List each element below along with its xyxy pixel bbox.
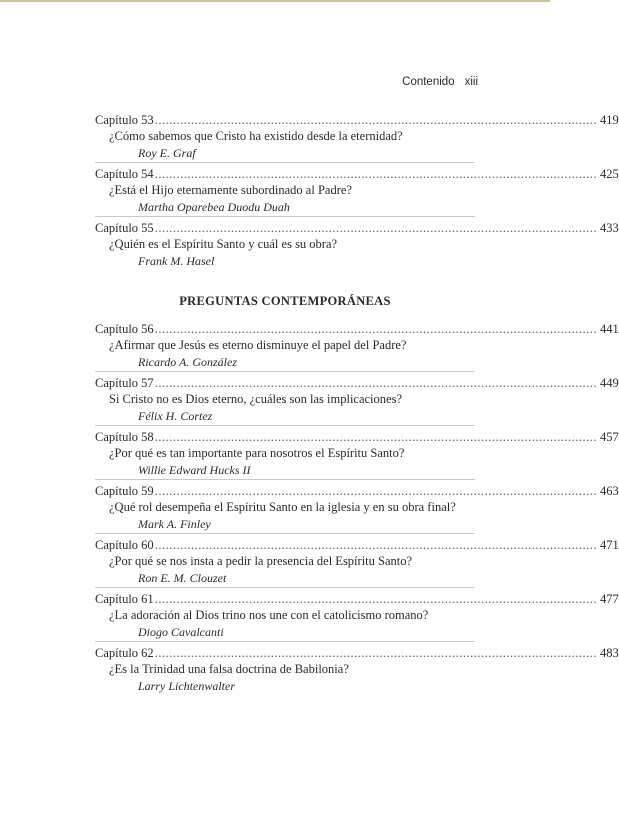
toc-entry[interactable] (95, 591, 619, 641)
chapter-label: Capítulo 54 (95, 167, 154, 181)
entry-divider (95, 425, 475, 426)
toc-entry[interactable] (95, 112, 619, 162)
chapter-label: Capítulo 62 (95, 646, 154, 660)
chapter-label: Capítulo 55 (95, 221, 154, 235)
page-number: 449 (599, 376, 619, 390)
chapter-author: Martha Oparebea Duodu Duah (138, 200, 290, 214)
chapter-question: ¿Por qué es tan importante para nosotros el Espíritu Santo? (109, 446, 405, 460)
toc-entry[interactable] (95, 645, 619, 695)
chapter-author: Ron E. M. Clouzet (138, 571, 227, 585)
entry-divider (95, 216, 475, 217)
entry-divider (95, 162, 475, 163)
chapter-line (95, 321, 619, 337)
dot-leader: .......................................................................................................................... (154, 167, 597, 181)
dot-leader: .......................................................................................................................... (154, 430, 597, 444)
chapter-question: ¿Quién es el Espíritu Santo y cuál es su obra? (109, 237, 338, 251)
dot-leader: .......................................................................................................................... (154, 484, 597, 498)
chapter-question: ¿La adoración al Dios trino nos une con el catolicismo romano? (109, 608, 429, 622)
toc-entry[interactable] (95, 429, 619, 479)
chapter-label: Capítulo 56 (95, 322, 154, 336)
section-heading: PREGUNTAS CONTEMPORÁNEAS (179, 294, 391, 308)
chapter-line (95, 112, 619, 128)
page-number: 457 (599, 430, 619, 444)
page-number: 433 (599, 221, 619, 235)
chapter-author: Frank M. Hasel (138, 254, 215, 268)
toc-entry[interactable] (95, 321, 619, 371)
dot-leader: .......................................................................................................................... (154, 113, 597, 127)
chapter-line (95, 166, 619, 182)
chapter-question: ¿Está el Hijo eternamente subordinado al Padre? (109, 183, 352, 197)
toc-entry[interactable] (95, 166, 619, 216)
chapter-line (95, 429, 619, 445)
page-number: 419 (599, 113, 619, 127)
top-rule (0, 0, 550, 2)
page-number: 463 (599, 484, 619, 498)
chapter-question: ¿Por qué se nos insta a pedir la presencia del Espíritu Santo? (109, 554, 413, 568)
page-number: 425 (599, 167, 619, 181)
chapter-line (95, 220, 619, 236)
chapter-line (95, 645, 619, 661)
dot-leader: .......................................................................................................................... (154, 322, 597, 336)
toc-entry[interactable] (95, 375, 619, 425)
chapter-author: Diogo Cavalcanti (138, 625, 224, 639)
toc-entry[interactable] (95, 220, 619, 270)
chapter-line (95, 375, 619, 391)
chapter-line (95, 591, 619, 607)
chapter-label: Capítulo 61 (95, 592, 154, 606)
chapter-line (95, 537, 619, 553)
chapter-label: Capítulo 53 (95, 113, 154, 127)
entry-divider (95, 479, 475, 480)
running-head (402, 76, 478, 88)
chapter-label: Capítulo 57 (95, 376, 154, 390)
chapter-author: Larry Lichtenwalter (138, 679, 236, 693)
chapter-question: ¿Qué rol desempeña el Espíritu Santo en la iglesia y en su obra final? (109, 500, 456, 514)
entry-divider (95, 587, 475, 588)
page-number: 483 (599, 646, 619, 660)
chapter-author: Roy E. Graf (138, 146, 196, 160)
chapter-question: ¿Afirmar que Jesús es eterno disminuye el papel del Padre? (109, 338, 407, 352)
chapter-question: Si Cristo no es Dios eterno, ¿cuáles son las implicaciones? (109, 392, 402, 406)
toc-entry[interactable] (95, 537, 619, 587)
page-number: 471 (599, 538, 619, 552)
chapter-label: Capítulo 58 (95, 430, 154, 444)
page-number: 477 (599, 592, 619, 606)
running-head-title: Contenido (402, 76, 455, 88)
chapter-author: Willie Edward Hucks II (138, 463, 251, 477)
running-head-page-number: xiii (464, 76, 478, 88)
chapter-question: ¿Es la Trinidad una falsa doctrina de Babilonia? (109, 662, 349, 676)
entry-divider (95, 371, 475, 372)
entry-divider (95, 641, 475, 642)
chapter-author: Félix H. Cortez (138, 409, 213, 423)
dot-leader: .......................................................................................................................... (154, 221, 597, 235)
dot-leader: .......................................................................................................................... (154, 376, 597, 390)
chapter-question: ¿Cómo sabemos que Cristo ha existido desde la eternidad? (109, 129, 403, 143)
chapter-label: Capítulo 60 (95, 538, 154, 552)
chapter-line (95, 483, 619, 499)
page-number: 441 (599, 322, 619, 336)
chapter-author: Mark A. Finley (138, 517, 211, 531)
chapter-author: Ricardo A. González (138, 355, 237, 369)
toc-entry[interactable] (95, 483, 619, 533)
dot-leader: .......................................................................................................................... (154, 646, 597, 660)
dot-leader: .......................................................................................................................... (154, 592, 597, 606)
dot-leader: .......................................................................................................................... (154, 538, 597, 552)
entry-divider (95, 533, 475, 534)
chapter-label: Capítulo 59 (95, 484, 154, 498)
